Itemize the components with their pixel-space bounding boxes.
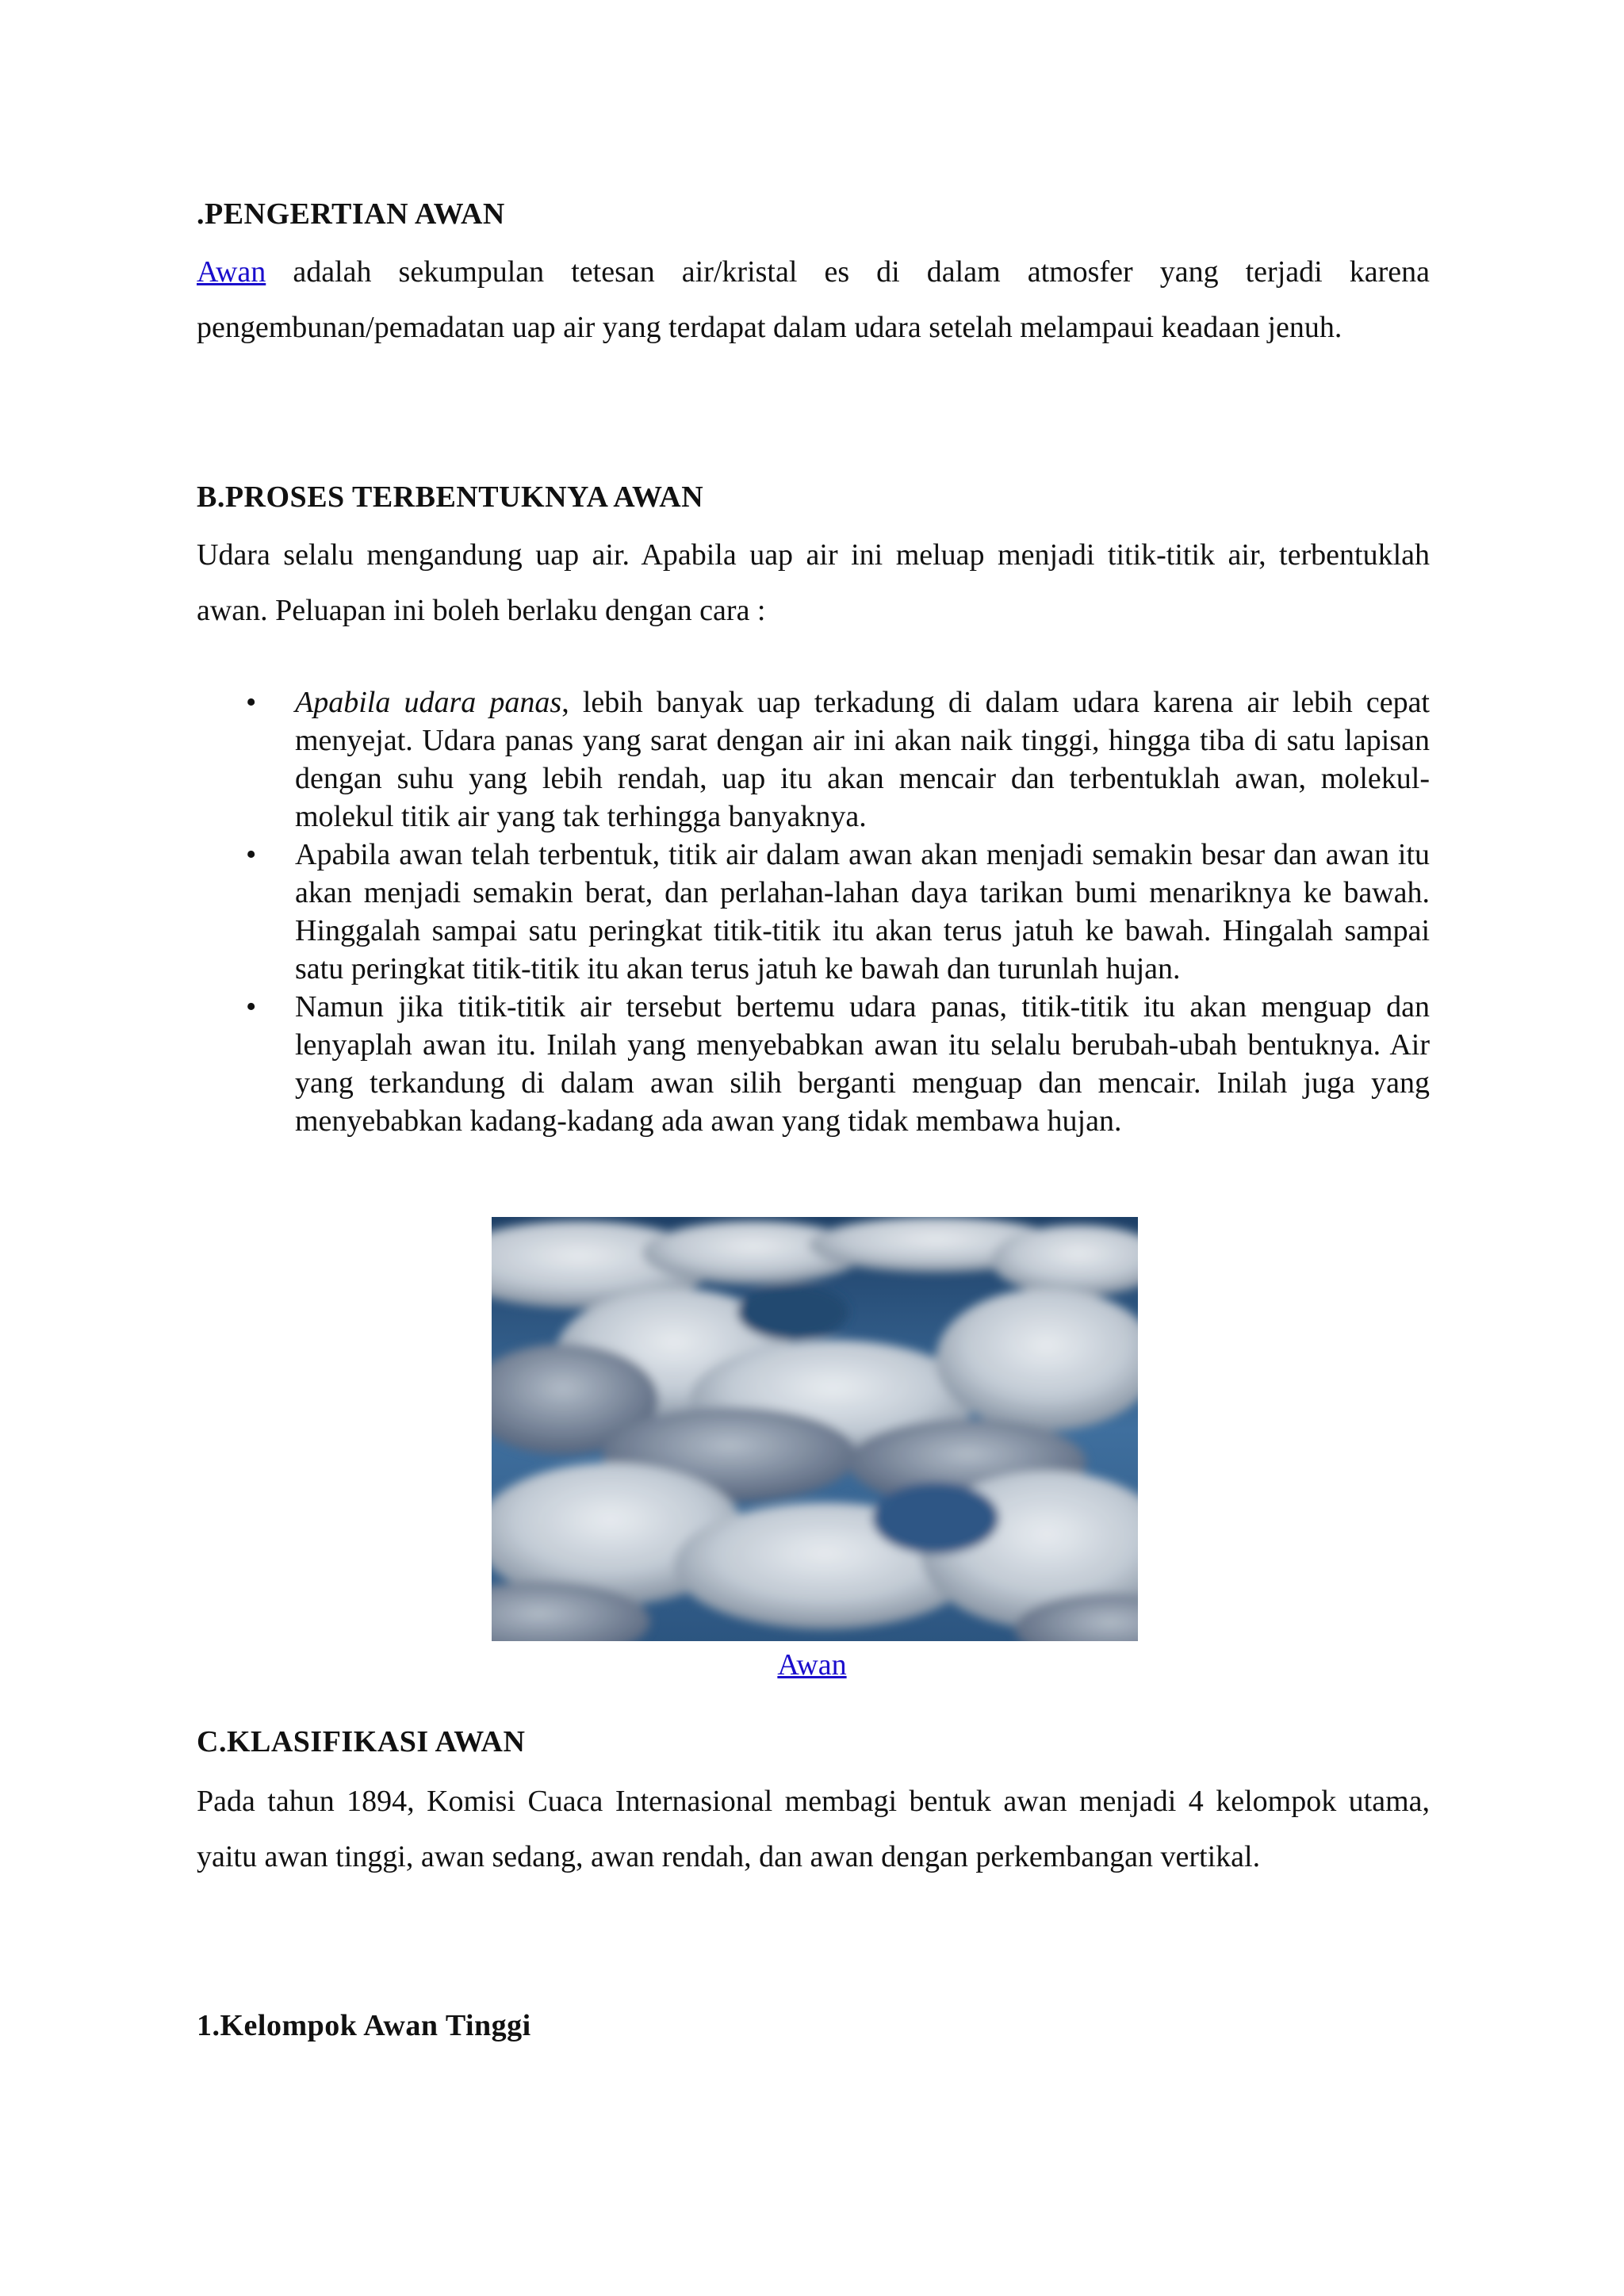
bullet-text: , lebih banyak uap terkadung di dalam udara karena air lebih cepat menyejat. Udara panas yang sarat dengan air ini akan naik tinggi, hingga tiba di satu lapisan dengan suhu yang lebih rendah, uap itu akan mencair dan terbentuklah awan, molekul-molekul titik air yang tak terhingga banyaknya. xyxy=(295,686,1430,833)
paragraph-pengertian xyxy=(197,244,1430,355)
bullet-text: Namun jika titik-titik air tersebut bertemu udara panas, titik-titik itu akan menguap dan lenyaplah awan itu. Inilah yang menyebabkan awan itu selalu berubah-ubah bentuknya. Air yang terkandung di dalam awan silih berganti menguap dan mencair. Inilah juga yang menyebabkan kadang-kadang ada awan yang tidak membawa hujan. xyxy=(295,990,1430,1138)
heading-kelompok-awan-tinggi: 1.Kelompok Awan Tinggi xyxy=(197,2009,531,2042)
paragraph-pengertian-text: adalah sekumpulan tetesan air/kristal es di dalam atmosfer yang terjadi karena pengembunan/pemadatan uap air yang terdapat dalam udara setelah melampaui keadaan jenuh. xyxy=(197,255,1430,344)
bullet-item-2 xyxy=(238,836,1430,988)
heading-pengertian-awan: .PENGERTIAN AWAN xyxy=(197,197,505,231)
heading-klasifikasi-awan: C.KLASIFIKASI AWAN xyxy=(197,1725,526,1758)
paragraph-klasifikasi: Pada tahun 1894, Komisi Cuaca Internasional membagi bentuk awan menjadi 4 kelompok utama, yaitu awan tinggi, awan sedang, awan rendah, dan awan dengan perkembangan vertikal. xyxy=(197,1785,1430,1873)
paragraph-proses: Udara selalu mengandung uap air. Apabila uap air ini meluap menjadi titik-titik air, terbentuklah awan. Peluapan ini boleh berlaku dengan cara : xyxy=(197,538,1430,627)
caption-link-awan[interactable]: Awan xyxy=(777,1648,847,1682)
link-awan[interactable]: Awan xyxy=(197,255,266,289)
bullet-dot: • xyxy=(246,838,257,871)
bullet-list xyxy=(238,683,1430,1140)
heading-proses-terbentuknya-awan: B.PROSES TERBENTUKNYA AWAN xyxy=(197,480,704,514)
bullet-dot: • xyxy=(246,990,257,1024)
bullet-text: Apabila awan telah terbentuk, titik air dalam awan akan menjadi semakin besar dan awan itu akan menjadi semakin berat, dan perlahan-lahan daya tarikan bumi menariknya ke bawah. Hinggalah sampai satu peringkat titik-titik itu akan terus jatuh ke bawah. Hingalah sampai satu peringkat titik-titik itu akan terus jatuh ke bawah dan turunlah hujan. xyxy=(295,838,1430,985)
figure-caption xyxy=(0,1647,1624,1682)
bullet-item-3 xyxy=(238,988,1430,1140)
bullet-italic-phrase: Apabila udara panas xyxy=(295,686,562,719)
bullet-dot: • xyxy=(246,686,257,719)
cloud-photo xyxy=(492,1217,1138,1641)
bullet-item-1 xyxy=(238,683,1430,836)
